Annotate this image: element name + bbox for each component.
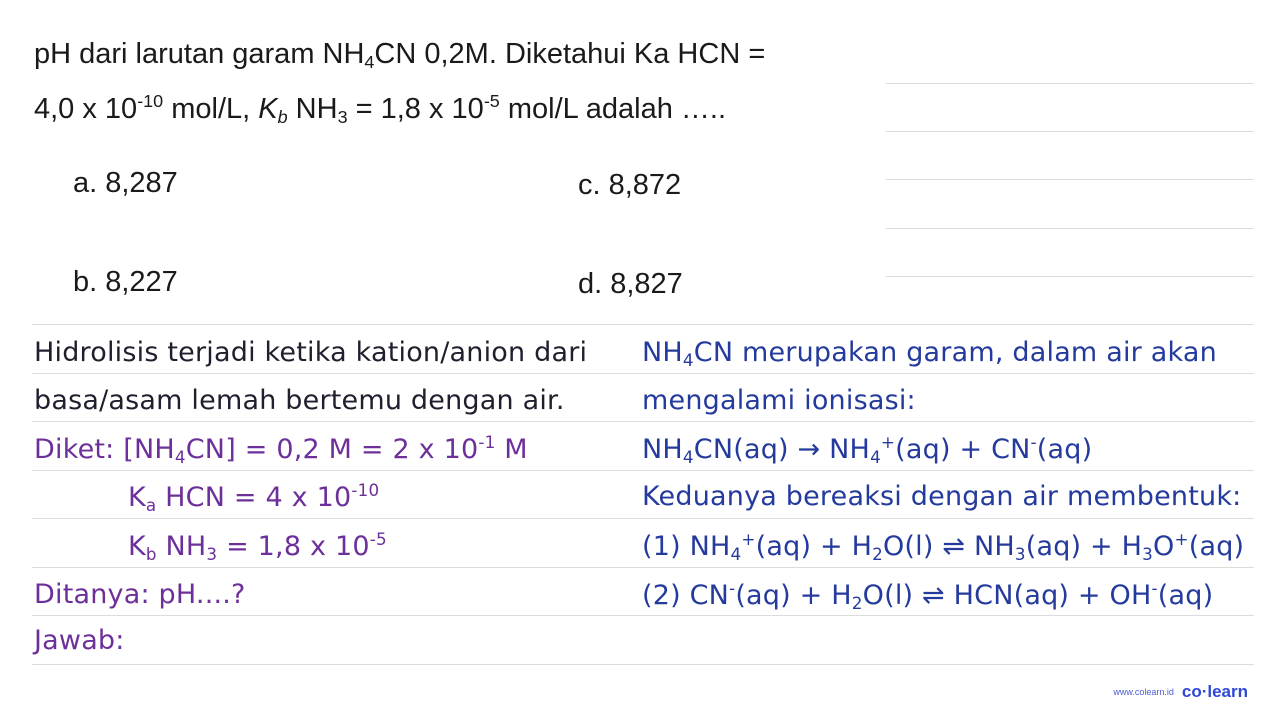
text-fragment: mol/L, <box>163 93 259 126</box>
text-fragment: NH <box>642 434 683 466</box>
text-fragment: NH <box>642 337 683 368</box>
rule-line <box>32 470 1254 471</box>
rule-line <box>32 324 1254 325</box>
superscript: -5 <box>483 91 500 111</box>
superscript: -5 <box>369 529 387 549</box>
ka-line <box>128 482 379 514</box>
footer-branding <box>1113 682 1248 702</box>
text-fragment: Diket: [NH <box>34 434 175 466</box>
hidrolisis-line-1: Hidrolisis terjadi ketika kation/anion dari <box>34 337 588 368</box>
diket-line <box>34 434 528 466</box>
subscript: 4 <box>870 447 881 468</box>
rule-line <box>32 664 1254 665</box>
text-fragment: M <box>495 434 528 466</box>
rule-line <box>32 518 1254 519</box>
text-fragment: O(l) ⇌ HCN(aq) + OH <box>862 580 1152 612</box>
hidrolisis-line-2: basa/asam lemah bertemu dengan air. <box>34 385 565 416</box>
text-fragment: (aq) <box>1157 580 1214 612</box>
rule-line <box>32 615 1254 616</box>
subscript: 4 <box>682 447 694 468</box>
text-fragment: (2) CN <box>642 580 730 612</box>
subscript: 4 <box>682 350 694 371</box>
jawab-line: Jawab: <box>34 625 125 656</box>
ka-symbol: K <box>128 482 146 514</box>
rule-line <box>886 83 1254 84</box>
text-fragment: pH dari larutan garam NH <box>34 38 365 70</box>
text-fragment: CN] = 0,2 M = 2 x 10 <box>185 434 479 466</box>
ditanya-line: Ditanya: pH....? <box>34 579 246 610</box>
reaction-2 <box>642 580 1213 612</box>
text-fragment: (aq) <box>1188 531 1245 563</box>
subscript: 3 <box>206 544 218 565</box>
superscript: + <box>1174 529 1189 549</box>
option-a: a. 8,287 <box>73 167 178 199</box>
text-fragment: NH <box>156 531 207 563</box>
subscript: 2 <box>851 593 863 614</box>
text-fragment: (aq) + CN <box>895 434 1031 466</box>
subscript: 2 <box>872 544 883 565</box>
kb-symbol: K <box>128 531 146 563</box>
subscript: 3 <box>1014 544 1026 565</box>
text-fragment: = 1,8 x 10 <box>217 531 370 563</box>
subscript: b <box>277 107 288 128</box>
text-fragment: CN 0,2M. Diketahui Ka HCN = <box>374 38 766 70</box>
garam-line-1 <box>642 339 1217 369</box>
text-fragment: (aq) <box>1036 434 1093 466</box>
text-fragment: O(l) ⇌ NH <box>882 531 1015 563</box>
kb-symbol: K <box>258 93 278 126</box>
text-fragment: (aq) + H <box>735 580 852 612</box>
text-fragment: O <box>1153 531 1175 563</box>
subscript: 3 <box>337 107 348 128</box>
kb-line <box>128 531 387 563</box>
question-line-1 <box>34 40 765 71</box>
text-fragment: = 1,8 x 10 <box>347 93 484 126</box>
subscript: 4 <box>730 544 742 565</box>
option-c: c. 8,872 <box>578 169 682 201</box>
text-fragment: CN merupakan garam, dalam air akan <box>693 337 1217 368</box>
text-fragment: NH <box>287 93 338 126</box>
rule-line <box>886 131 1254 132</box>
ionisasi-equation <box>642 434 1092 466</box>
subscript: 4 <box>174 447 186 468</box>
colearn-logo: co·learn <box>1181 682 1248 701</box>
subscript: 4 <box>364 52 375 73</box>
superscript: + <box>880 432 896 452</box>
rule-line <box>32 567 1254 568</box>
rule-line <box>32 421 1254 422</box>
option-b: b. 8,227 <box>73 266 178 298</box>
rule-line <box>886 179 1254 180</box>
superscript: - <box>1030 432 1037 452</box>
superscript: - <box>729 578 736 598</box>
text-fragment: mol/L adalah ….. <box>499 93 727 126</box>
subscript: a <box>145 495 157 516</box>
option-d: d. 8,827 <box>578 268 683 300</box>
subscript: 3 <box>1142 544 1154 565</box>
keduanya-line: Keduanya bereaksi dengan air membentuk: <box>642 481 1242 512</box>
rule-line <box>886 276 1254 277</box>
text-fragment: HCN = 4 x 10 <box>156 482 352 514</box>
footer-url: www.colearn.id <box>1113 687 1174 697</box>
garam-line-2: mengalami ionisasi: <box>642 385 916 416</box>
text-fragment: (aq) + H <box>755 531 873 563</box>
rule-line <box>32 373 1254 374</box>
superscript: -10 <box>137 91 164 111</box>
rule-line <box>886 228 1254 229</box>
superscript: + <box>741 529 756 549</box>
superscript: - <box>1151 578 1158 598</box>
subscript: b <box>145 544 157 565</box>
text-fragment: (aq) + H <box>1025 531 1143 563</box>
text-fragment: CN(aq) → NH <box>693 434 871 466</box>
reaction-1 <box>642 531 1244 563</box>
superscript: -1 <box>478 432 496 452</box>
superscript: -10 <box>351 480 380 500</box>
text-fragment: (1) NH <box>642 531 731 563</box>
text-fragment: 4,0 x 10 <box>34 93 138 126</box>
question-line-2 <box>34 92 726 126</box>
